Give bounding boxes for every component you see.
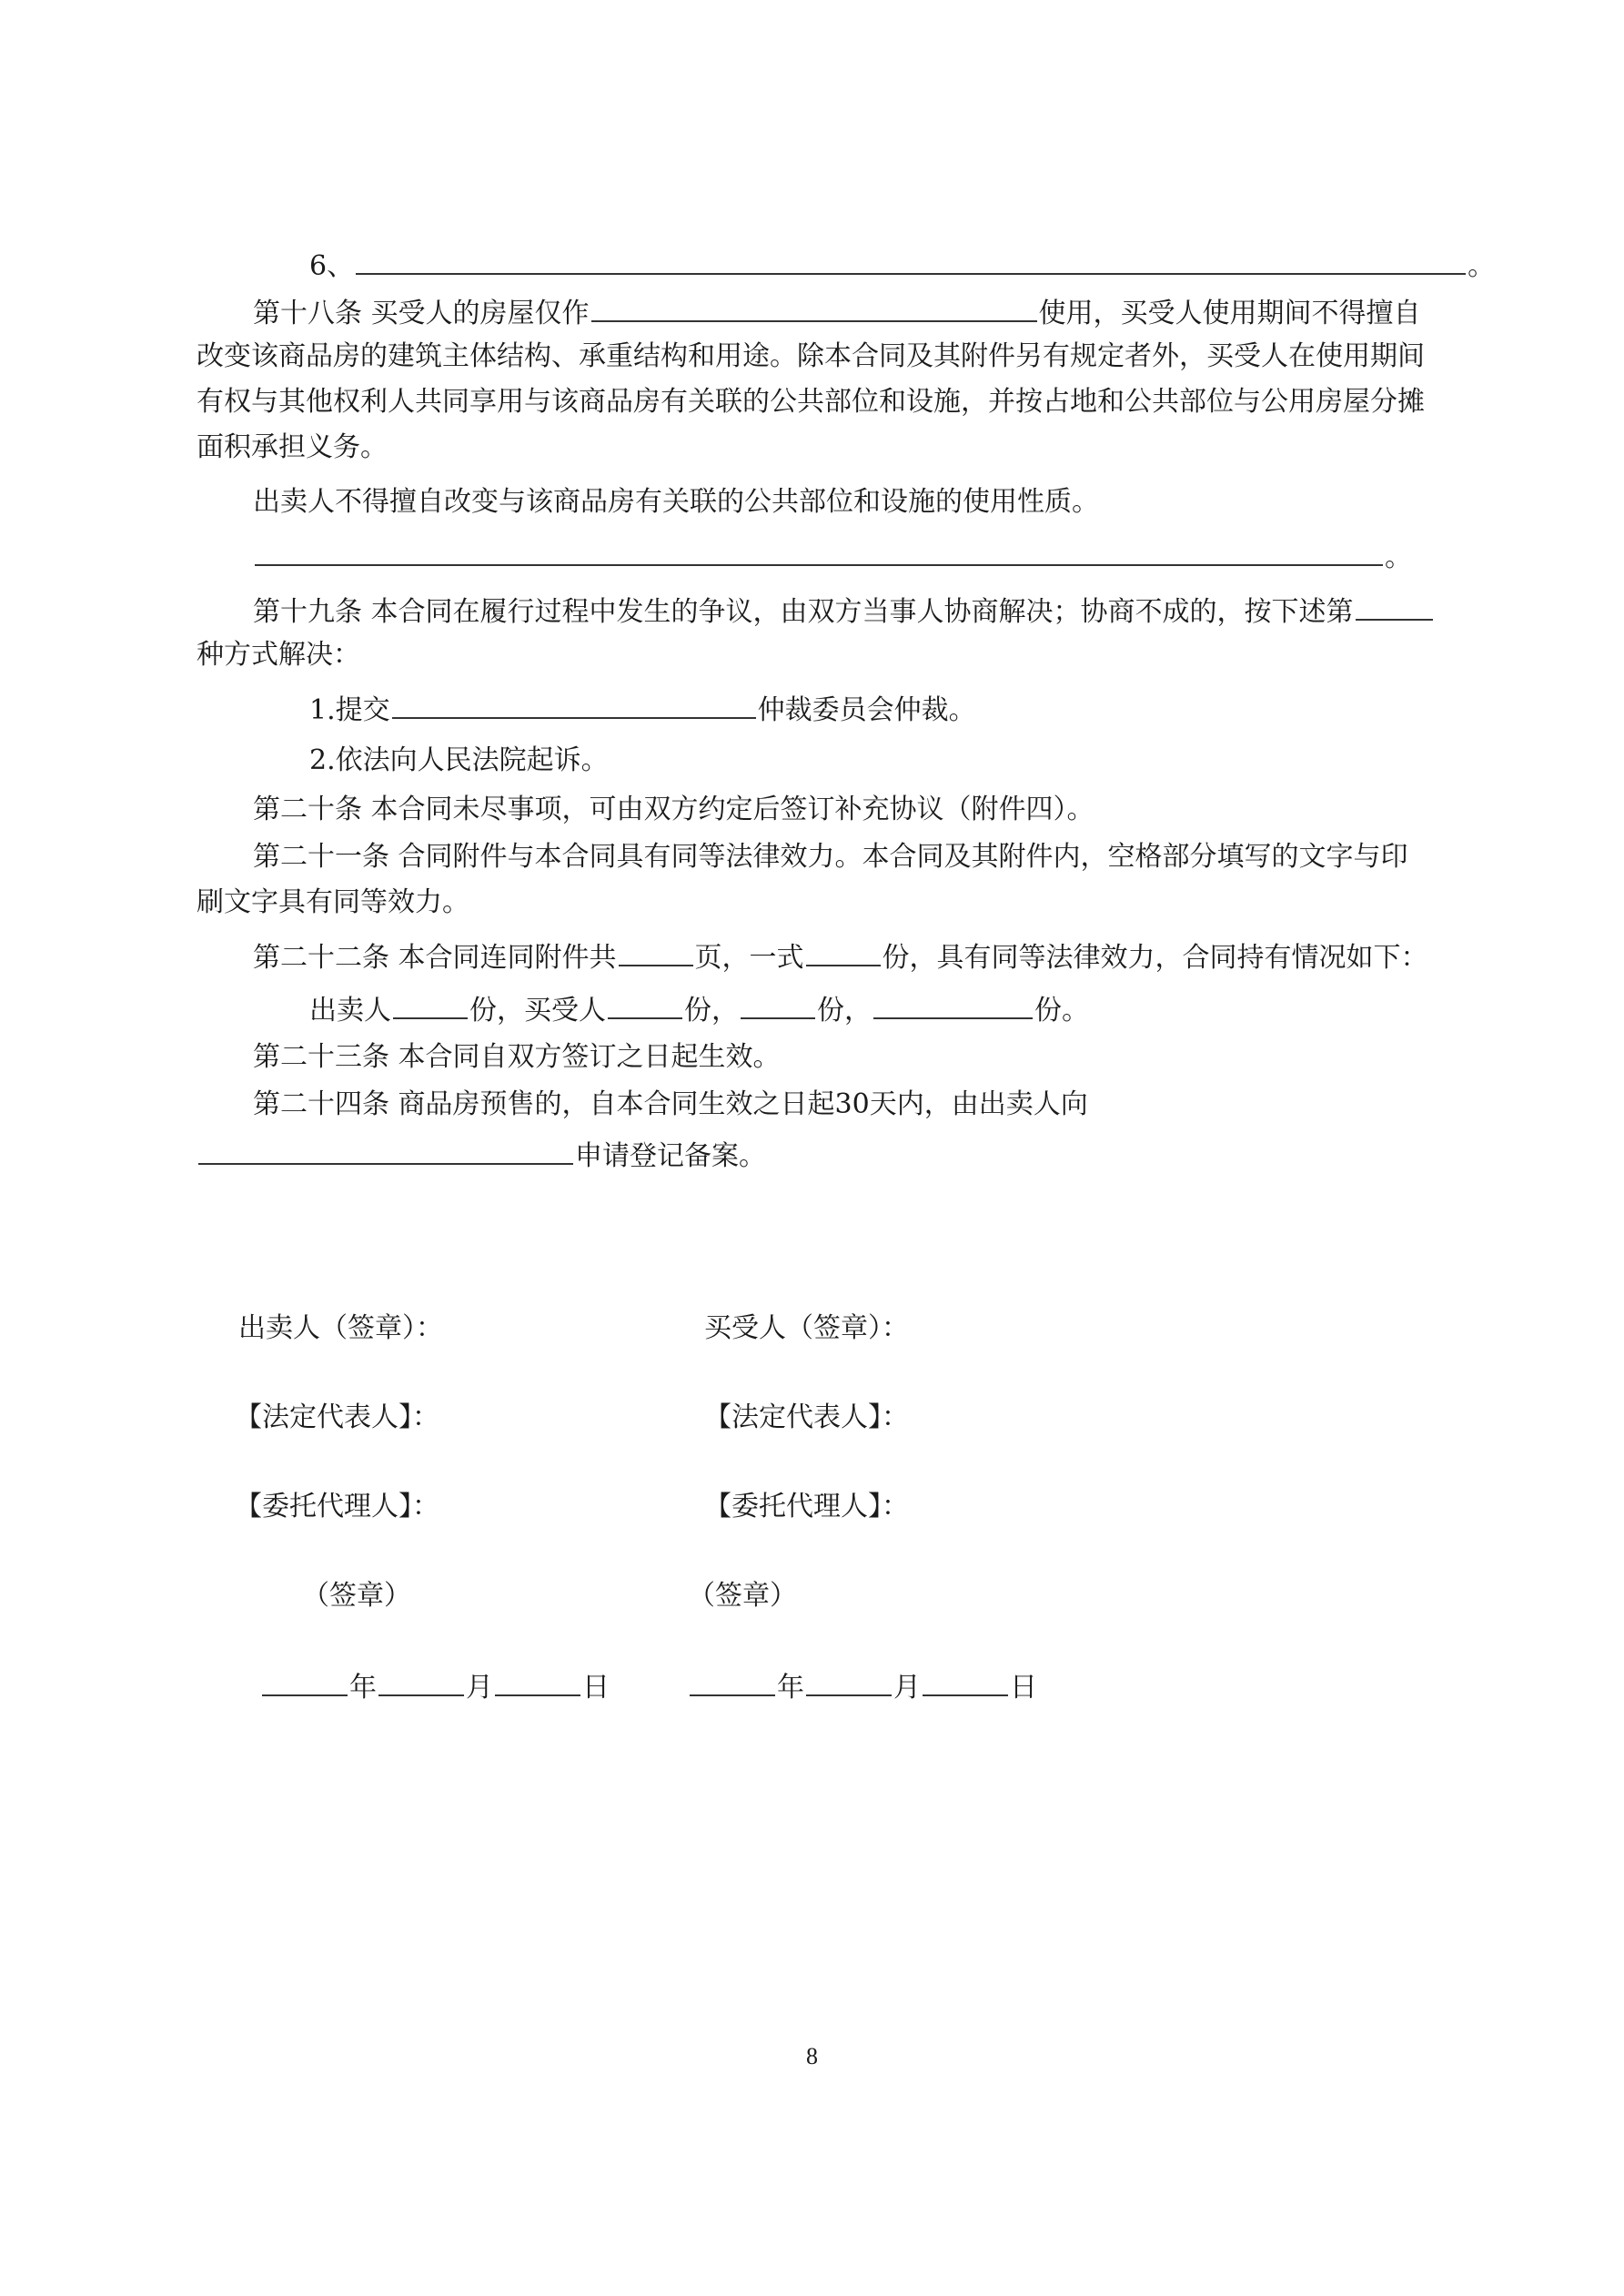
clause19-line1: 第十九条 本合同在履行过程中发生的争议，由双方当事人协商解决；协商不成的，按下述第 <box>253 592 1435 631</box>
usage-blank[interactable] <box>591 293 1037 322</box>
seller-agent-label: 【委托代理人】： <box>235 1491 439 1522</box>
buyer-seal-label: （签章） <box>688 1580 797 1612</box>
arbitration-commission-blank[interactable] <box>392 690 756 719</box>
clause24-line1: 第二十四条 商品房预售的，自本合同生效之日起30天内，由出卖人向 <box>253 1088 1088 1120</box>
seller-signature-label: 出卖人（签章）： <box>238 1312 443 1344</box>
blank-field[interactable] <box>255 537 1383 566</box>
clause20: 第二十条 本合同未尽事项，可由双方约定后签订补充协议（附件四）。 <box>253 794 1094 825</box>
seller-legal-rep-label: 【法定代表人】： <box>235 1401 439 1433</box>
page-count-blank[interactable] <box>619 937 693 966</box>
buyer-signature-label: 买受人（签章）： <box>704 1312 909 1344</box>
clause22-line1: 第二十二条 本合同连同附件共 页，一式 份，具有同等法律效力，合同持有情况如下： <box>253 937 1428 976</box>
buyer-agent-label: 【委托代理人】： <box>704 1491 909 1522</box>
buyer-month-blank[interactable] <box>806 1667 892 1696</box>
page-number: 8 <box>806 2043 818 2069</box>
registration-authority-blank[interactable] <box>198 1136 573 1165</box>
clause18-para3: 。 <box>253 537 1412 576</box>
clause-heading: 第二十三条 <box>253 1041 389 1073</box>
seller-day-blank[interactable] <box>495 1667 580 1696</box>
buyer-legal-rep-label: 【法定代表人】： <box>704 1401 909 1433</box>
clause-heading: 第二十二条 <box>253 942 389 974</box>
option-number-blank[interactable] <box>1356 592 1433 621</box>
clause18-para2: 出卖人不得擅自改变与该商品房有关联的公共部位和设施的使用性质。 <box>253 486 1099 518</box>
other-copies-blank[interactable] <box>741 990 815 1019</box>
buyer-date: 年 月 日 <box>688 1667 1037 1706</box>
buyer-year-blank[interactable] <box>690 1667 775 1696</box>
clause24-line2: 申请登记备案。 <box>197 1136 766 1175</box>
seller-year-blank[interactable] <box>262 1667 348 1696</box>
clause18-line3: 有权与其他权利人共同享用与该商品房有关联的公共部位和设施，并按占地和公共部位与公用房屋分摊 <box>197 386 1425 418</box>
clause19-option2: 2.依法向人民法院起诉。 <box>309 744 609 776</box>
buyer-day-blank[interactable] <box>923 1667 1008 1696</box>
clause19-option1: 1.提交 仲裁委员会仲裁。 <box>309 690 976 729</box>
clause18-line2: 改变该商品房的建筑主体结构、承重结构和用途。除本合同及其附件另有规定者外，买受人在使用期间 <box>197 340 1425 372</box>
other-holder-blank[interactable] <box>873 990 1033 1019</box>
copy-count-blank[interactable] <box>806 937 881 966</box>
clause18-line1: 第十八条 买受人的房屋仅作 使用，买受人使用期间不得擅自 <box>253 293 1421 332</box>
clause-heading: 第十八条 <box>253 298 362 329</box>
clause21-line1: 第二十一条 合同附件与本合同具有同等法律效力。本合同及其附件内，空格部分填写的文字与印 <box>253 841 1408 873</box>
clause22-line2: 出卖人 份，买受人 份， 份， 份。 <box>309 990 1089 1029</box>
seller-seal-label: （签章） <box>302 1580 411 1612</box>
clause21-line2: 刷文字具有同等效力。 <box>197 886 469 918</box>
clause-heading: 第十九条 <box>253 596 362 628</box>
clause18-line4: 面积承担义务。 <box>197 431 388 463</box>
seller-date: 年 月 日 <box>260 1667 610 1706</box>
clause23: 第二十三条 本合同自双方签订之日起生效。 <box>253 1041 781 1073</box>
seller-copies-blank[interactable] <box>393 990 468 1019</box>
clause-heading: 第二十四条 <box>253 1088 389 1120</box>
seller-month-blank[interactable] <box>378 1667 464 1696</box>
clause19-line2: 种方式解决： <box>197 639 360 671</box>
clause-heading: 第二十条 <box>253 794 362 825</box>
buyer-copies-blank[interactable] <box>608 990 682 1019</box>
blank-field[interactable] <box>356 246 1466 275</box>
clause17-item6: 6、 。 <box>309 246 1495 285</box>
clause-heading: 第二十一条 <box>253 841 389 873</box>
